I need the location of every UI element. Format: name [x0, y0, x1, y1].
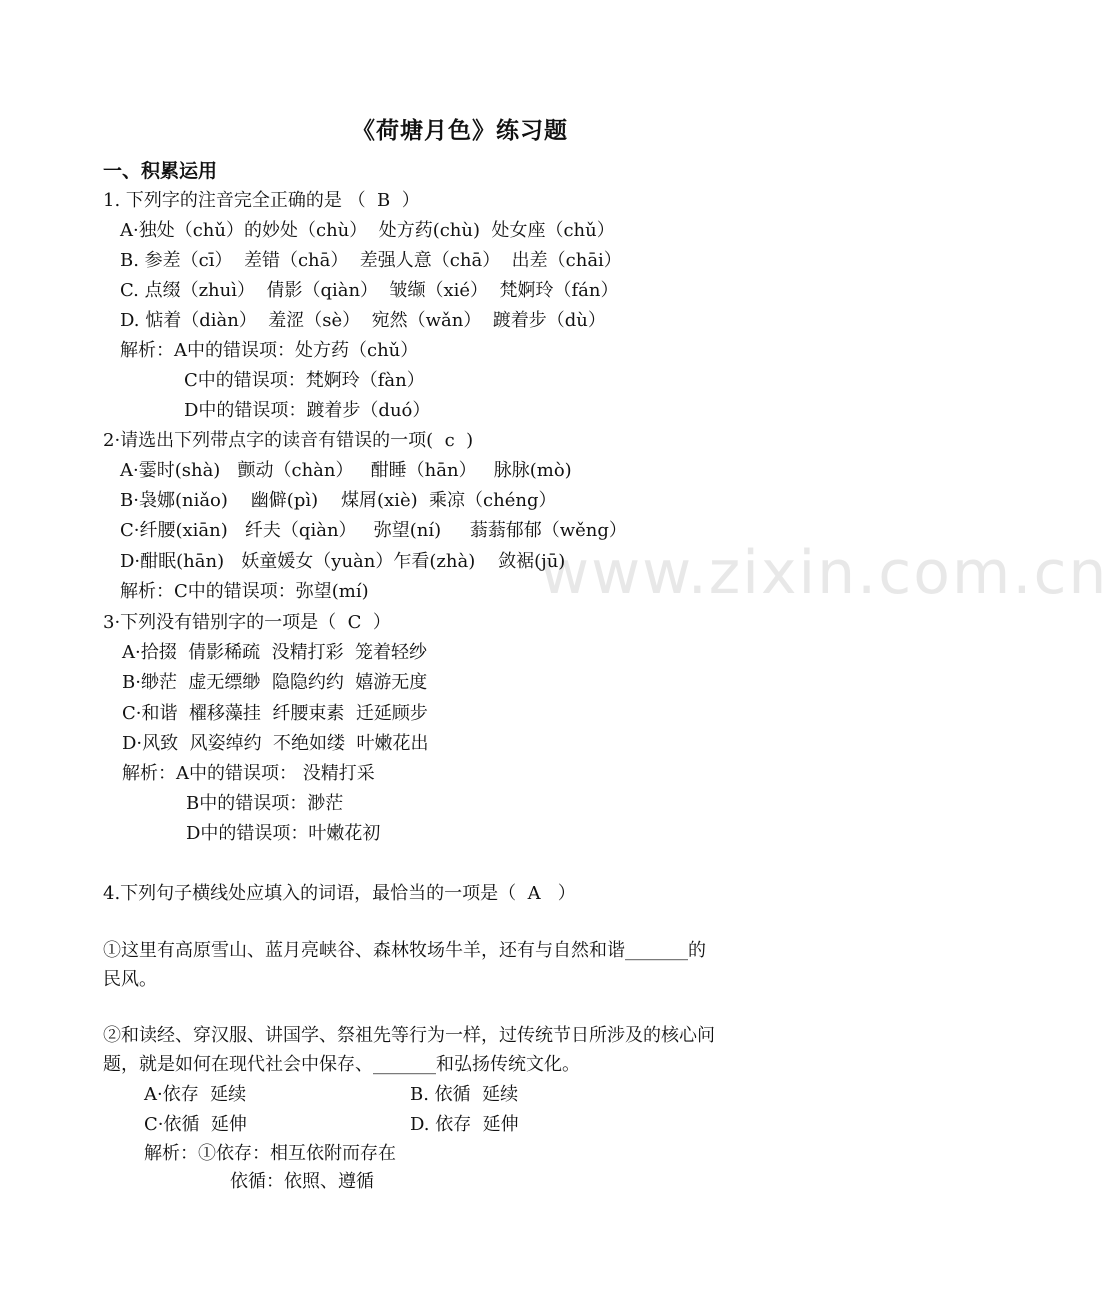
- q1-option-d: D. 惦着（diàn） 羞涩（sè） 宛然（wǎn） 踱着步（dù）: [120, 310, 606, 331]
- q3-option-d: D·风致 风姿绰约 不绝如缕 叶嫩花出: [122, 733, 429, 754]
- q1-explanation-3: D中的错误项：踱着步（duó）: [184, 400, 431, 421]
- q4-sentence-1-line-1: ①这里有高原雪山、蓝月亮峡谷、森林牧场牛羊，还有与自然和谐_______的: [103, 940, 706, 961]
- q4-sentence-1-line-2: 民风。: [103, 969, 157, 990]
- q4-stem: 4.下列句子横线处应填入的词语，最恰当的一项是（ A ）: [103, 883, 576, 904]
- q3-option-c: C·和谐 櫂移藻挂 纤腰束素 迁延顾步: [122, 703, 428, 724]
- q4-sentence-2-line-2: 题，就是如何在现代社会中保存、_______和弘扬传统文化。: [103, 1054, 580, 1075]
- q1-option-b: B. 参差（cī） 差错（chā） 差强人意（chā） 出差（chāi）: [120, 250, 622, 271]
- q2-stem: 2·请选出下列带点字的读音有错误的一项( c ): [103, 430, 474, 451]
- q3-explanation-2: B中的错误项：渺茫: [186, 793, 344, 814]
- watermark: www.zixin.com.cn: [540, 538, 1108, 608]
- q4-option-d: D. 依存 延伸: [410, 1114, 519, 1135]
- q4-explanation-1: 解析：①依存：相互依附而存在: [144, 1143, 396, 1164]
- q1-stem: 1. 下列字的注音完全正确的是 （ B ）: [103, 190, 420, 211]
- q1-explanation-2: C中的错误项：梵婀玲（fàn）: [184, 370, 425, 391]
- document-title: 《荷塘月色》练习题: [352, 118, 568, 144]
- q2-explanation-1: 解析：C中的错误项：弥望(mí): [120, 581, 369, 602]
- q1-option-c: C. 点缀（zhuì） 倩影（qiàn） 皱缬（xié） 梵婀玲（fán）: [120, 280, 619, 301]
- q2-option-b: B·袅娜(niǎo) 幽僻(pì) 煤屑(xiè) 乘凉（chéng）: [120, 490, 557, 511]
- q4-explanation-2: 依循：依照、遵循: [230, 1171, 374, 1192]
- q3-explanation-1: 解析：A中的错误项： 没精打采: [122, 763, 375, 784]
- q1-option-a: A·独处（chǔ）的妙处（chù） 处方药(chù) 处女座（chǔ）: [120, 220, 615, 241]
- q3-explanation-3: D中的错误项：叶嫩花初: [186, 823, 381, 844]
- q4-option-b: B. 依循 延续: [410, 1084, 519, 1105]
- section-heading: 一、积累运用: [103, 160, 218, 182]
- q3-option-b: B·缈茫 虚无缥缈 隐隐约约 嬉游无度: [122, 672, 428, 693]
- q1-explanation-1: 解析：A中的错误项：处方药（chǔ）: [120, 340, 419, 361]
- q4-option-c: C·依循 延伸: [144, 1114, 247, 1135]
- q3-stem: 3·下列没有错别字的一项是（ C ）: [103, 612, 391, 633]
- q3-option-a: A·拾掇 倩影稀疏 没精打彩 笼着轻纱: [122, 642, 428, 663]
- q4-sentence-2-line-1: ②和读经、穿汉服、讲国学、祭祖先等行为一样，过传统节日所涉及的核心问: [103, 1025, 715, 1046]
- q2-option-d: D·酣眠(hān) 妖童媛女（yuàn）乍看(zhà) 敛裾(jū): [120, 551, 566, 572]
- q4-option-a: A·依存 延续: [144, 1084, 247, 1105]
- q2-option-a: A·霎时(shà) 颤动（chàn） 酣睡（hān） 脉脉(mò): [120, 460, 572, 481]
- q2-option-c: C·纤腰(xiān) 纤夫（qiàn） 弥望(ní) 蓊蓊郁郁（wěng）: [120, 520, 627, 541]
